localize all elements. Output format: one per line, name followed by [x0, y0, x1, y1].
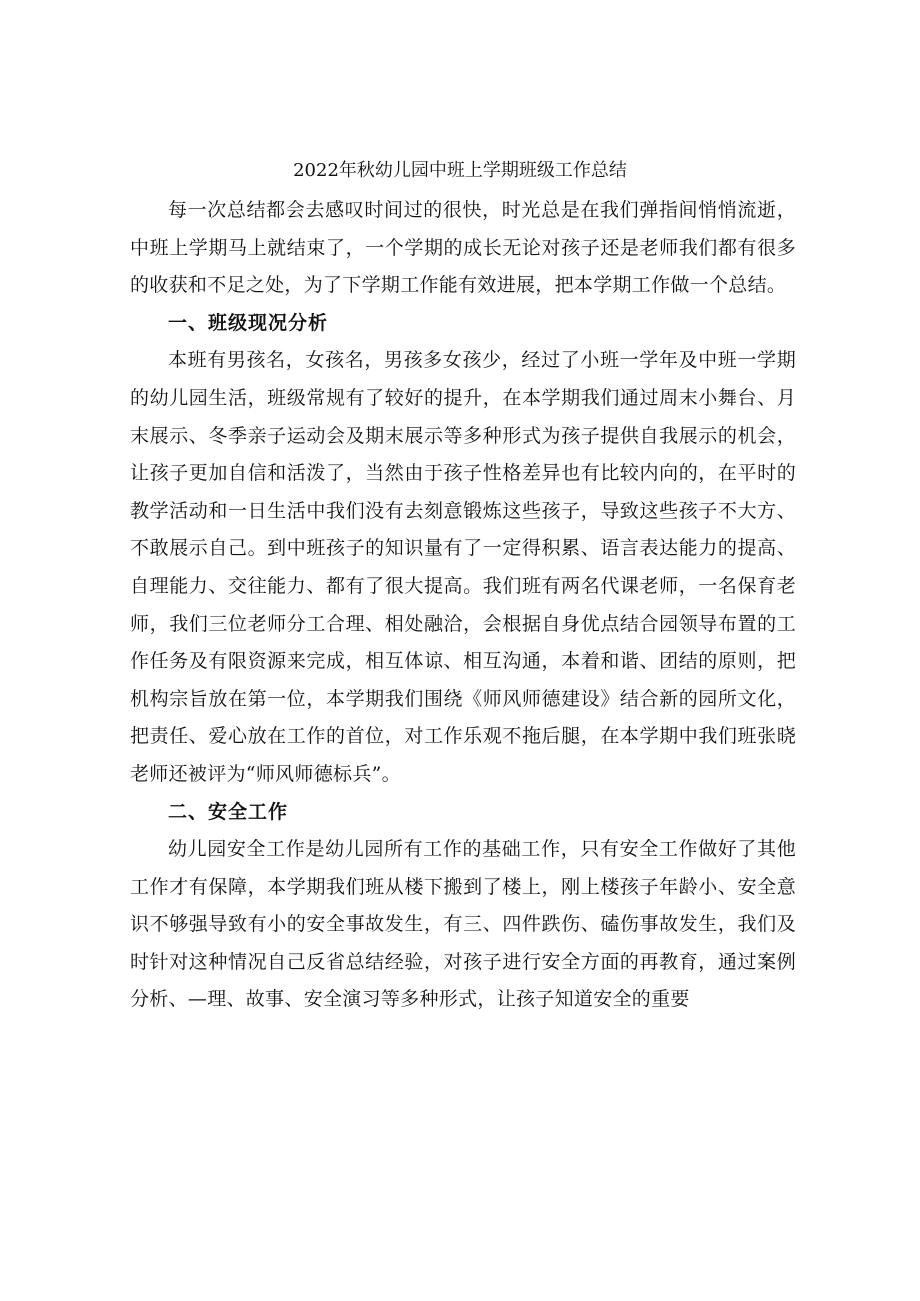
section-heading-safety: 二、安全工作	[168, 800, 289, 823]
document-title: 2022年秋幼儿园中班上学期班级工作总结	[293, 160, 627, 181]
intro-paragraph: 每一次总结都会去感叹时间过的很快，时光总是在我们弹指间悄悄流逝，中班上学期马上就结束了，一个学期的成长无论对孩子还是老师我们都有很多的收获和不足之处，为了下学期工作能有效进展，把本学期工作做一个总结。	[130, 199, 796, 297]
section-body-safety: 幼儿园安全工作是幼儿园所有工作的基础工作，只有安全工作做好了其他工作才有保障，本学期我们班从楼下搬到了楼上，刚上楼孩子年龄小、安全意识不够强导致有小的安全事故发生，有三、四件跌伤、磕伤事故发生，我们及时针对这种情况自己反省总结经验，对孩子进行安全方面的再教育，通过案例分析、—理、故事、安全演习等多种形式，让孩子知道安全的重要	[130, 838, 796, 1011]
document-body	[130, 192, 796, 1019]
section-body-class-status: 本班有男孩名，女孩名，男孩多女孩少，经过了小班一学年及中班一学期的幼儿园生活，班级常规有了较好的提升，在本学期我们通过周末小舞台、月末展示、冬季亲子运动会及期末展示等多种形式为孩子提供自我展示的机会，让孩子更加自信和活泼了，当然由于孩子性格差异也有比较内向的，在平时的教学活动和一日生活中我们没有去刻意锻炼这些孩子，导致这些孩子不大方、不敢展示自己。到中班孩子的知识量有了一定得积累、语言表达能力的提高、自理能力、交往能力、都有了很大提高。我们班有两名代课老师，一名保育老师，我们三位老师分工合理、相处融洽，会根据自身优点结合园领导布置的工作任务及有限资源来完成，相互体谅、相互沟通，本着和谐、团结的原则，把机构宗旨放在第一位，本学期我们围绕《师风师德建设》结合新的园所文化，把责任、爱心放在工作的首位，对工作乐观不拖后腿，在本学期中我们班张晓老师还被评为“师风师德标兵”。	[130, 349, 796, 785]
section-heading-class-status: 一、班级现况分析	[168, 311, 329, 334]
